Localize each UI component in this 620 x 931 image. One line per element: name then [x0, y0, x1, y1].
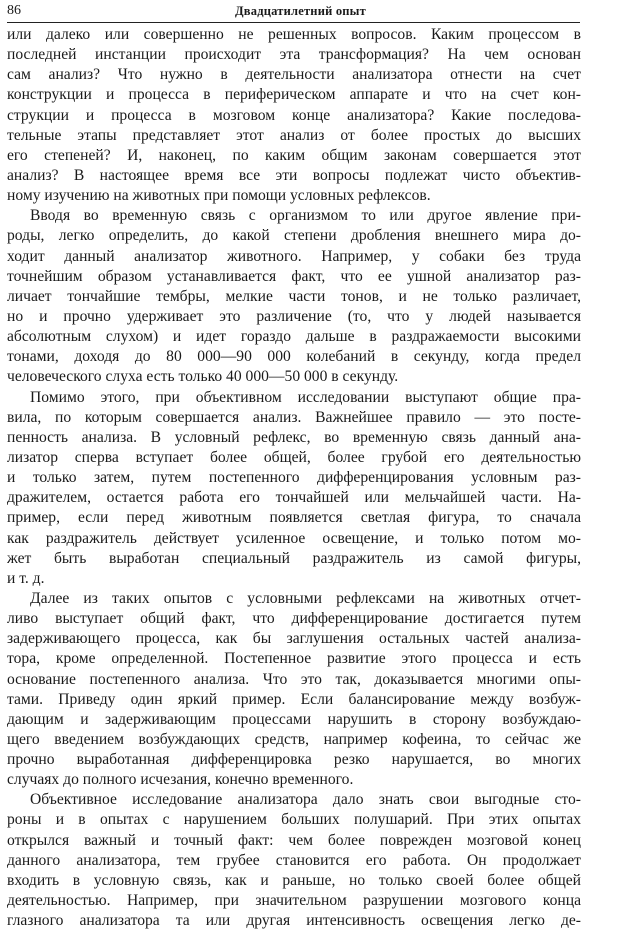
text-line: роны и в опытах с нарушением больших полушарий. При этих опытах — [7, 811, 581, 829]
text-line: щего введением возбуждающих средств, например кофеина, то сейчас же — [7, 730, 581, 748]
text-line: лизатор сперва вступает более общей, более грубой его деятельностью — [7, 448, 581, 466]
text-line: тора, кроме определенной. Постепенное развитие этого процесса и есть — [7, 650, 581, 668]
text-line: пример, если перед животным появляется светлая фигура, то сначала — [7, 509, 581, 527]
text-line: струкции и процесса в мозговом конце анализатора? Какие последова- — [7, 106, 581, 124]
text-line: задерживающего процесса, как бы заглушения остальных частей анализа- — [7, 630, 581, 648]
text-line: но и прочно удерживает это различение (то, что у людей называется — [7, 307, 581, 325]
text-line: его степеней? И, наконец, по каким общим законам совершается этот — [7, 146, 581, 164]
running-title: Двадцатилетний опыт — [235, 4, 366, 18]
paragraph-first-line: Помимо этого, при объективном исследовании выступают общие пра- — [30, 388, 581, 406]
text-line: вила, по которым совершается анализ. Важнейшее правило — это посте- — [7, 408, 581, 426]
text-line: дражителем, остается работа его тончайшей или мельчайшей части. На- — [7, 489, 581, 507]
text-line: глазного анализатора та или другая интенсивность освещения легко де- — [7, 912, 581, 930]
paragraph-first-line: Объективное исследование анализатора дало знать свои выгодные сто- — [30, 791, 581, 809]
text-line: сам анализ? Что нужно в деятельности анализатора отнести на счет — [7, 66, 581, 84]
text-line: открылся важный и точный факт: чем более поврежден мозговой конец — [7, 831, 581, 849]
text-line: пенность анализа. В условный рефлекс, во временную связь данный ана- — [7, 428, 581, 446]
text-line: ному изучению на животных при помощи условных рефлексов. — [7, 187, 431, 205]
text-line: абсолютным слухом) и идет гораздо дальше в раздражаемости высокими — [7, 328, 581, 346]
text-line: конструкции и процесса в периферическом аппарате и что на счет кон- — [7, 86, 581, 104]
text-line: входить в условную связь, как и раньше, но только своей более общей — [7, 871, 581, 889]
text-line: или далеко или совершенно не решенных вопросов. Каким процессом в — [7, 26, 581, 43]
text-line: жет быть выработан специальный раздражитель из самой фигуры, — [7, 549, 581, 567]
paragraph-first-line: Далее из таких опытов с условными рефлексами на животных отчет- — [30, 589, 581, 607]
text-line: роды, легко определить, до какой степени дробления внешнего мира до- — [7, 227, 581, 245]
text-line: и только затем, путем постепенного дифференцирования условным раз- — [7, 469, 581, 487]
text-line: и т. д. — [7, 569, 45, 587]
text-line: тонами, доходя до 80 000—90 000 колебаний в секунду, когда предел — [7, 348, 581, 366]
text-line: случаях до полного исчезания, конечно временного. — [7, 771, 354, 789]
text-line: ходит данный анализатор животного. Например, у собаки без труда — [7, 247, 581, 265]
text-line: человеческого слуха есть только 40 000—50 000 в секунду. — [7, 368, 399, 386]
text-line: точнейшим образом устанавливается факт, что ее ушной анализатор раз- — [7, 267, 581, 285]
text-line: тельные этапы представляет этот анализ от более простых до высших — [7, 126, 581, 144]
body-text — [7, 25, 581, 931]
text-line: деятельностью. Например, при значительном разрушении мозгового конца — [7, 892, 581, 910]
page-header — [7, 0, 580, 23]
text-line: последней инстанции происходит эта трансформация? На чем основан — [7, 46, 581, 64]
text-line: данного анализатора, тем грубее становится его работа. Он продолжает — [7, 851, 581, 869]
text-line: дающим и задерживающим процессами нарушить в сторону возбуждаю- — [7, 710, 581, 728]
text-line: основание постепенного анализа. Что это так, доказывается многими опы- — [7, 670, 581, 688]
text-line: тами. Приведу один яркий пример. Если балансирование между возбуж- — [7, 690, 581, 708]
page-number: 86 — [7, 3, 21, 18]
text-line: анализ? В настоящее время все эти вопросы подлежат чисто объектив- — [7, 166, 581, 184]
text-line: как раздражитель действует усиленное освещение, и только потом мо- — [7, 529, 581, 547]
text-line: личает тончайшие тембры, мелкие части тонов, и не только различает, — [7, 287, 581, 305]
paragraph-first-line: Вводя во временную связь с организмом то или другое явление при- — [30, 207, 581, 225]
text-line: прочно выработанная дифференцировка резко нарушается, во многих — [7, 751, 581, 769]
text-line: ливо выступает общий факт, что дифференцирование достигается путем — [7, 610, 581, 628]
